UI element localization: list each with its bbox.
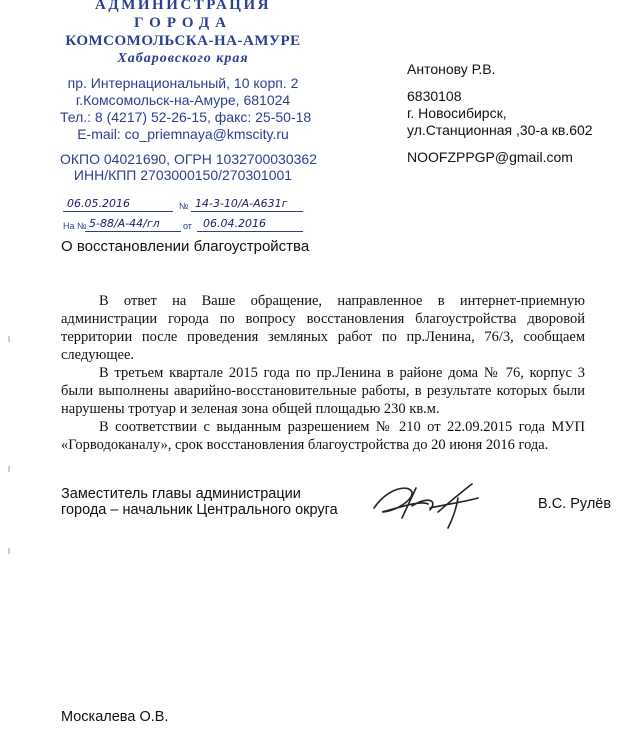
scan-mark [8,466,10,472]
reference-label: На № [63,221,87,231]
registration-line-outgoing [63,196,303,214]
stamp-line-city: ГОРОДА [134,15,232,31]
stamp-okpo: ОКПО 04021690, ОГРН 1032700030362 [60,151,317,167]
handwritten-signature [368,478,488,530]
recipient-email: NOOFZPPGP@gmail.com [407,149,573,165]
registration-line-reference [63,216,303,234]
signatory-title-line2: города – начальник Центрального округа [61,502,338,518]
recipient-city: г. Новосибирск, [407,105,507,121]
executor-name: Москалева О.В. [61,709,169,725]
reference-date: 06.04.2016 [203,217,266,230]
scan-mark [8,336,10,342]
body-paragraph-1: В ответ на Ваше обращение, направленное в интернет-приемную администрации города по вопросу восстановления благоустройства дворовой территории после проведения земляных работ по пр.Ленина, 76/3, сообщаем следующее. [61,293,585,363]
scan-mark [8,548,10,554]
reference-from-label: от [183,221,192,231]
letter-subject: О восстановлении благоустройства [61,238,310,255]
stamp-address-line1: пр. Интернациональный, 10 корп. 2 [67,75,299,91]
number-label: № [179,201,189,211]
stamp-line-region: Хабаровского края [117,51,249,66]
stamp-phone: Тел.: 8 (4217) 52-26-15, факс: 25-50-18 [60,109,312,125]
recipient-zip: 6830108 [407,88,462,104]
recipient-block [407,61,593,166]
outgoing-number: 14-3-10/А-А631г [195,197,288,210]
signatory-title-line1: Заместитель главы администрации [61,486,301,502]
outgoing-date: 06.05.2016 [67,197,130,210]
reference-number: 5-88/А-44/гл [89,217,160,230]
body-paragraph-3: В соответствии с выданным разрешением № 210 от 22.09.2015 года МУП «Горводоканалу», срок восстановления благоустройства до 20 июня 2016 года. [61,419,585,453]
stamp-line-city-name: КОМСОМОЛЬСКА-НА-АМУРЕ [65,33,301,49]
stamp-email: E-mail: co_priemnaya@kmscity.ru [77,126,289,142]
header-stamp [60,0,317,183]
signatory-name: В.С. Рулёв [538,496,612,512]
signatory-title [61,486,338,518]
recipient-name: Антонову Р.В. [407,61,496,77]
stamp-inn: ИНН/КПП 2703000150/270301001 [73,167,293,183]
stamp-line-administration: АДМИНИСТРАЦИЯ [95,0,271,13]
letter-body [61,292,585,454]
stamp-address-line2: г.Комсомольск-на-Амуре, 681024 [75,92,291,108]
body-paragraph-2: В третьем квартале 2015 года по пр.Ленина в районе дома № 76, корпус 3 были выполнены аварийно-восстановительные работы, в результате которых были нарушены тротуар и зеленая зона общей площадью 230 кв.м. [61,365,585,417]
recipient-street: ул.Станционная ,30-а кв.602 [407,122,593,138]
